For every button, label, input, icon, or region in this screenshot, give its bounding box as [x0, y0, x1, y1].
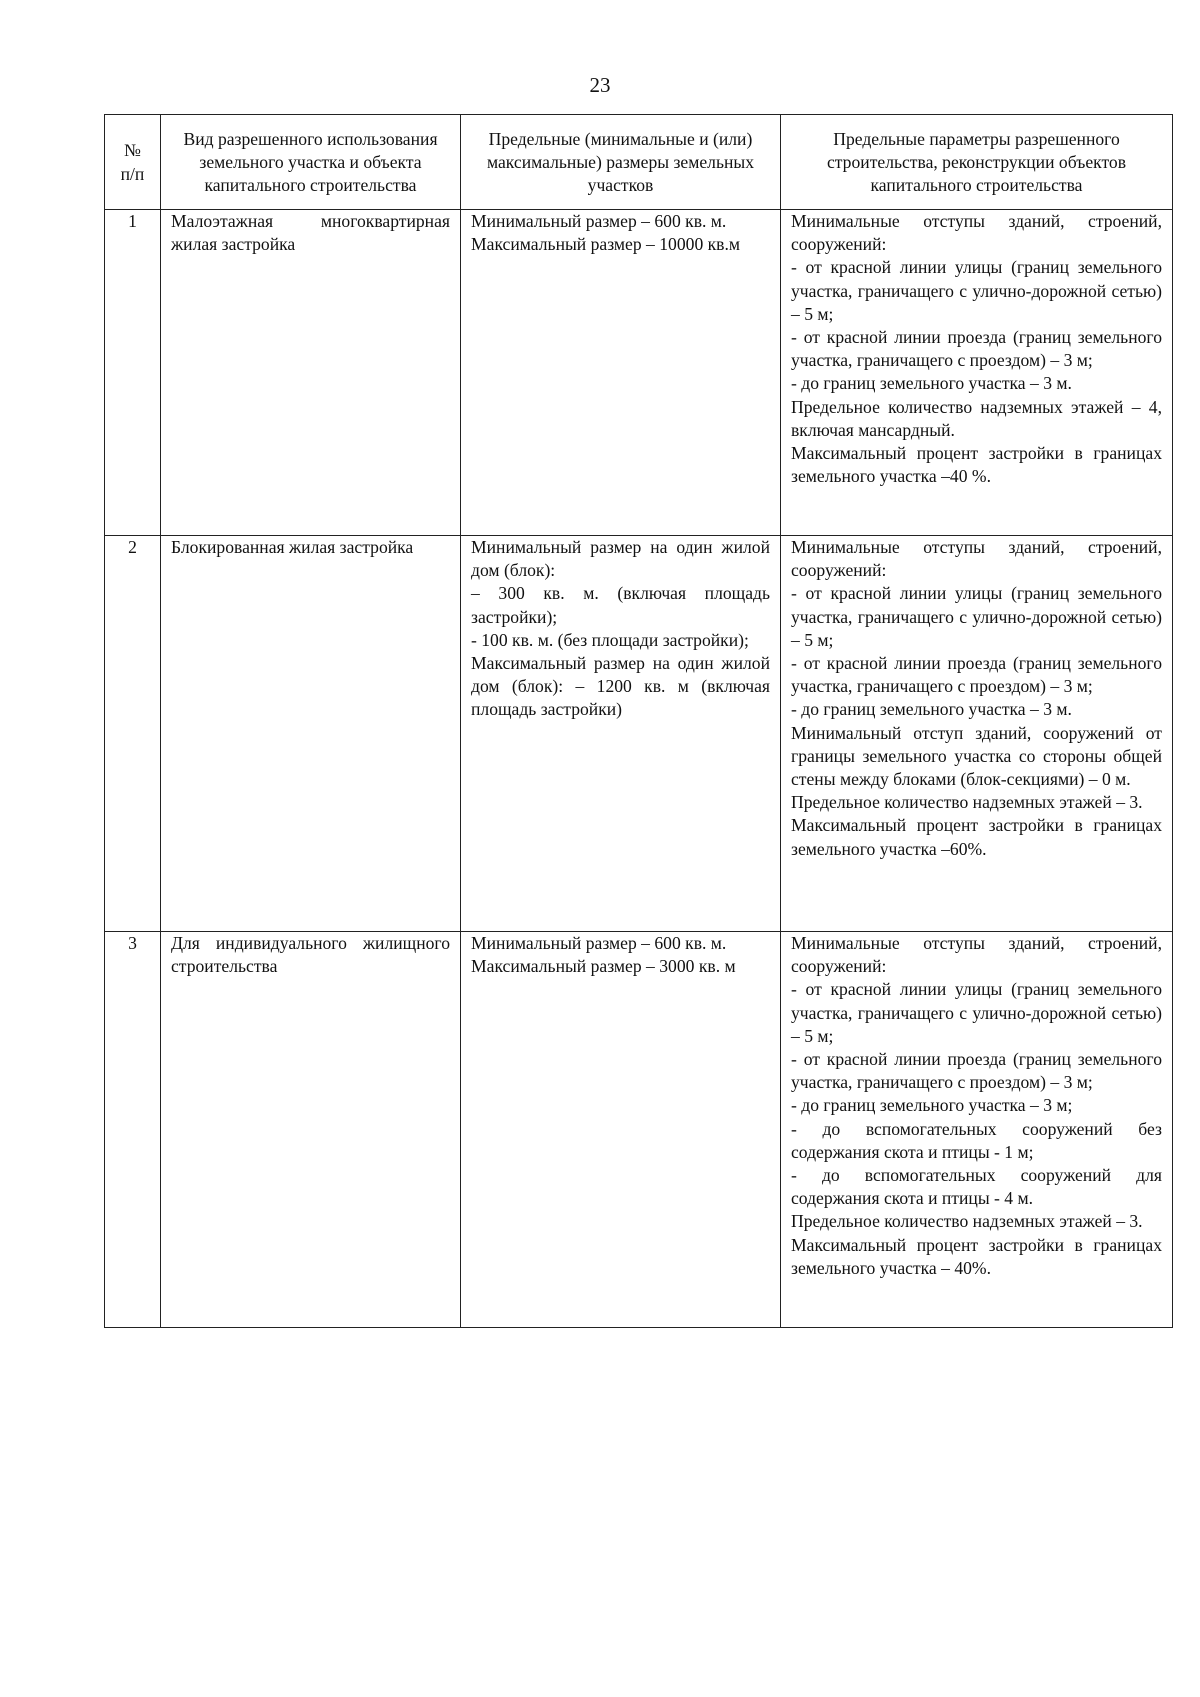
size-line: Максимальный размер на один жилой дом (блок): – 1200 кв. м (включая площадь застройки) — [471, 653, 770, 720]
header-use-type: Вид разрешенного использования земельного участка и объекта капитального строительства — [161, 115, 461, 210]
param-line: - до границ земельного участка – 3 м; — [791, 1095, 1073, 1116]
header-construction-params: Предельные параметры разрешенного строительства, реконструкции объектов капитального строительства — [781, 115, 1173, 210]
header-number: № п/п — [105, 115, 161, 210]
param-line: - от красной линии улицы (границ земельного участка, граничащего с улично-дорожной сетью) – 5 м; — [791, 583, 1162, 650]
param-line: - от красной линии улицы (границ земельного участка, граничащего с улично-дорожной сетью) – 5 м; — [791, 257, 1162, 324]
param-line: Предельное количество надземных этажей – 4, включая мансардный. — [791, 396, 1162, 440]
size-line: Максимальный размер – 10000 кв.м — [471, 234, 741, 255]
param-line: Минимальный отступ зданий, сооружений от границы земельного участка со стороны общей стены между блоками (блок-секциями) – 0 м. — [791, 722, 1162, 790]
param-line: - до вспомогательных сооружений для содержания скота и птицы - 4 м. — [791, 1165, 1162, 1209]
param-line: - до границ земельного участка – 3 м. — [791, 373, 1072, 394]
size-line: Минимальный размер – 600 кв. м. — [471, 211, 727, 231]
param-line: - до вспомогательных сооружений без содержания скота и птицы - 1 м; — [791, 1118, 1162, 1162]
size-line: Минимальный размер на один жилой дом (блок): — [471, 537, 770, 581]
param-line: Минимальные отступы зданий, строений, сооружений: — [791, 537, 1162, 581]
zoning-parameters-table — [104, 114, 1173, 1328]
param-line: Максимальный процент застройки в границах земельного участка –60%. — [791, 815, 1162, 859]
size-line: Минимальный размер – 600 кв. м. — [471, 933, 727, 953]
construction-params-cell — [781, 536, 1173, 932]
table-header-row — [105, 115, 1173, 210]
table-row — [105, 932, 1173, 1328]
param-line: Минимальные отступы зданий, строений, сооружений: — [791, 211, 1162, 255]
param-line: Предельное количество надземных этажей – 3. — [791, 1211, 1143, 1232]
plot-sizes-cell — [461, 932, 781, 1328]
param-line: - от красной линии проезда (границ земельного участка, граничащего с проездом) – 3 м; — [791, 1049, 1162, 1093]
construction-params-cell — [781, 210, 1173, 536]
param-line: Максимальный процент застройки в границах земельного участка – 40%. — [791, 1234, 1162, 1278]
row-number: 2 — [105, 536, 161, 932]
use-type-cell: Малоэтажная многоквартирная жилая застройка — [161, 210, 461, 536]
size-line: - 100 кв. м. (без площади застройки); — [471, 629, 749, 650]
param-line: - от красной линии улицы (границ земельного участка, граничащего с улично-дорожной сетью) – 5 м; — [791, 979, 1162, 1046]
table-row — [105, 536, 1173, 932]
plot-sizes-cell — [461, 536, 781, 932]
page-number: 23 — [589, 73, 611, 97]
param-line: Предельное количество надземных этажей – 3. — [791, 792, 1143, 813]
size-line: Максимальный размер – 3000 кв. м — [471, 956, 736, 977]
use-type-cell: Блокированная жилая застройка — [161, 536, 461, 932]
table-row — [105, 210, 1173, 536]
use-type-cell: Для индивидуального жилищного строительства — [161, 932, 461, 1328]
param-line: - до границ земельного участка – 3 м. — [791, 699, 1072, 720]
row-number: 1 — [105, 210, 161, 536]
plot-sizes-cell — [461, 210, 781, 536]
header-plot-sizes: Предельные (минимальные и (или) максимальные) размеры земельных участков — [461, 115, 781, 210]
param-line: Максимальный процент застройки в границах земельного участка –40 %. — [791, 443, 1162, 487]
param-line: - от красной линии проезда (границ земельного участка, граничащего с проездом) – 3 м; — [791, 653, 1162, 697]
size-line: – 300 кв. м. (включая площадь застройки); — [471, 583, 770, 627]
param-line: - от красной линии проезда (границ земельного участка, граничащего с проездом) – 3 м; — [791, 327, 1162, 371]
row-number: 3 — [105, 932, 161, 1328]
param-line: Минимальные отступы зданий, строений, сооружений: — [791, 933, 1162, 977]
construction-params-cell — [781, 932, 1173, 1328]
